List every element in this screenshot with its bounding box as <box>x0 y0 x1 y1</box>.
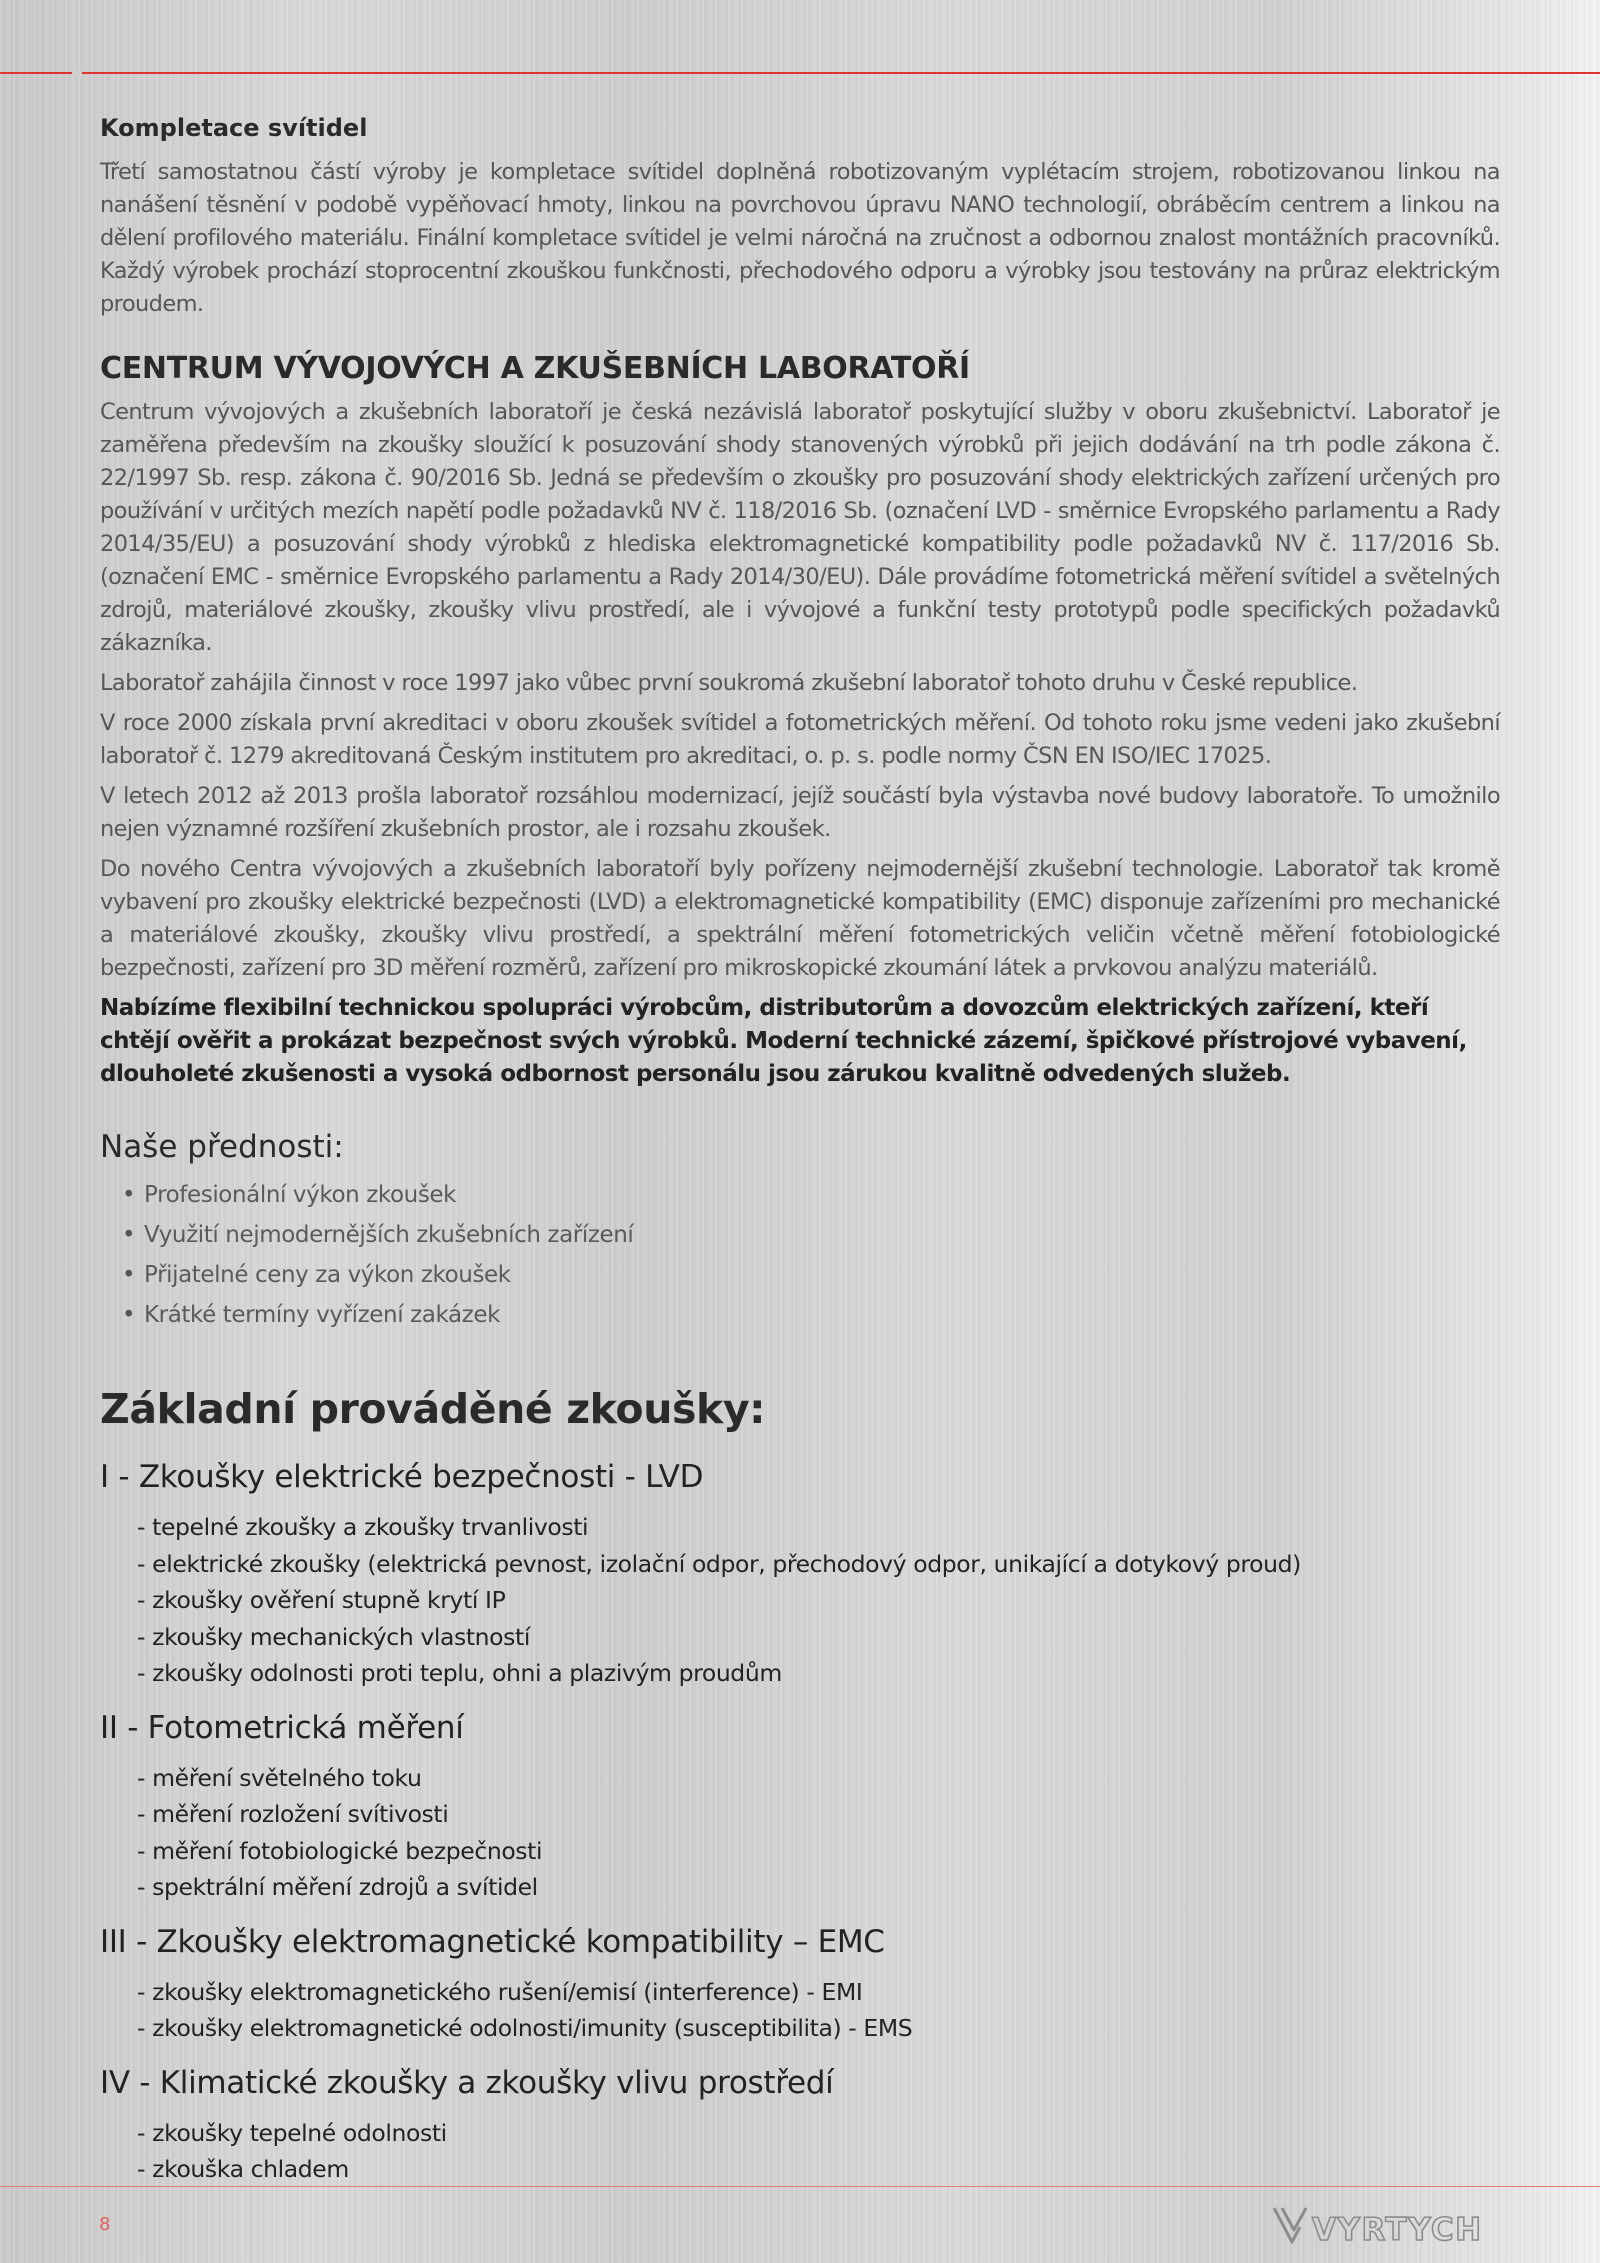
advantage-item: • Využití nejmodernějších zkušebních zařízení <box>122 1215 1500 1255</box>
centrum-paragraph: Centrum vývojových a zkušebních laboratoří je česká nezávislá laboratoř poskytující služby v oboru zkušebnictví. Laboratoř je zaměřena především na zkoušky sloužící k posuzování shody stanovených výrobků při jejich dodávání na trh podle zákona č. 22/1997 Sb. resp. zákona č. 90/2016 Sb. Jedná se především o zkoušky pro posuzování shody elektrických zařízení určených pro používání v určitých mezích napětí podle požadavků NV č. 118/2016 Sb. (označení LVD - směrnice Evropského parlamentu a Rady 2014/35/EU) a posuzování shody výrobků z hlediska elektromagnetické kompatibility podle požadavků NV č. 117/2016 Sb. (označení EMC - směrnice Evropského parlamentu a Rady 2014/30/EU). Dále provádíme fotometrická měření svítidel a světelných zdrojů, materiálové zkoušky, zkoušky vlivu prostředí, ale i vývojové a funkční testy prototypů podle specifických požadavků zákazníka. <box>100 399 1500 656</box>
test-group-title: IV - Klimatické zkoušky a zkoušky vlivu prostředí <box>100 2064 834 2101</box>
test-group-title: III - Zkoušky elektromagnetické kompatibility – EMC <box>100 1923 885 1960</box>
centrum-paragraph: V roce 2000 získala první akreditaci v oboru zkoušek svítidel a fotometrických měření. Od tohoto roku jsme vedeni jako zkušební laboratoř č. 1279 akreditovaná Českým institutem pro akreditaci, o. p. s. podle normy ČSN EN ISO/IEC 17025. <box>100 710 1500 769</box>
test-group-photometry <box>100 1710 1500 1906</box>
test-group-title: I - Zkoušky elektrické bezpečnosti - LVD <box>100 1459 704 1495</box>
vyrtych-logo <box>1270 2200 1502 2248</box>
bullet-icon: • <box>122 1302 136 1328</box>
advantages-list <box>100 1175 1500 1335</box>
advantages-title: Naše přednosti: <box>100 1129 344 1165</box>
test-group-emc <box>100 1924 1500 2047</box>
bullet-icon: • <box>122 1222 136 1248</box>
bullet-icon: • <box>122 1262 136 1288</box>
test-item: - zkoušky tepelné odolnosti <box>137 2118 447 2147</box>
header-rule-notch <box>72 70 82 76</box>
test-group-title: II - Fotometrická měření <box>100 1709 464 1746</box>
test-list <box>100 1509 1500 1692</box>
footer-rule <box>0 2186 1600 2187</box>
test-item: - zkoušky elektromagnetické odolnosti/imunity (susceptibilita) - EMS <box>137 2014 913 2042</box>
test-group-lvd <box>100 1459 1500 1692</box>
test-group-climatic <box>100 2065 1500 2188</box>
test-item: - tepelné zkoušky a zkoušky trvanlivosti <box>137 1513 589 1541</box>
tests-title: Základní prováděné zkoušky: <box>100 1385 766 1433</box>
advantage-item: • Krátké termíny vyřízení zakázek <box>122 1295 1500 1335</box>
page-content <box>100 114 1500 2206</box>
page-number: 8 <box>99 2214 111 2235</box>
header-rule <box>0 72 1600 74</box>
test-item: - zkoušky mechanických vlastností <box>137 1622 530 1651</box>
centrum-offer-paragraph: Nabízíme flexibilní technickou spolupráci výrobcům, distributorům a dovozcům elektrických zařízení, kteří chtějí ověřit a prokázat bezpečnost svých výrobků. Moderní technické zázemí, špičkové přístrojové vybavení, dlouholeté zkušenosti a vysoká odbornost personálu jsou zárukou kvalitně odvedených služeb. <box>100 995 1467 1087</box>
test-item: - měření rozložení svítivosti <box>137 1800 449 1828</box>
test-list <box>100 1760 1500 1906</box>
bullet-icon: • <box>122 1182 136 1208</box>
test-list <box>100 2115 1500 2188</box>
test-item: - spektrální měření zdrojů a svítidel <box>137 1873 538 1901</box>
advantage-item: • Přijatelné ceny za výkon zkoušek <box>122 1255 1500 1295</box>
test-item: - zkoušky ověření stupně krytí IP <box>137 1586 506 1614</box>
centrum-paragraph: Do nového Centra vývojových a zkušebních laboratoří byly pořízeny nejmodernější zkušební technologie. Laboratoř tak kromě vybavení pro zkoušky elektrické bezpečnosti (LVD) a elektromagnetické kompatibility (EMC) disponuje zařízeními pro mechanické a materiálové zkoušky, zkoušky vlivu prostředí, a spektrální měření fotometrických veličin včetně měření fotobiologické bezpečnosti, zařízení pro 3D měření rozměrů, zařízení pro mikroskopické zkoumání látek a prvkovou analýzu materiálů. <box>100 856 1500 981</box>
kompletace-heading: Kompletace svítidel <box>100 114 368 142</box>
centrum-paragraph: Laboratoř zahájila činnost v roce 1997 jako vůbec první soukromá zkušební laboratoř tohoto druhu v České republice. <box>100 670 1358 696</box>
kompletace-paragraph: Třetí samostatnou částí výroby je kompletace svítidel doplněná robotizovaným vyplétacím strojem, robotizovanou linkou na nanášení těsnění v podobě vypěňovací hmoty, linkou na povrchovou úpravu NANO technologií, obráběcím centrem a linkou na dělení profilového materiálu. Finální kompletace svítidel je velmi náročná na zručnost a odbornou znalost montážních pracovníků. Každý výrobek prochází stoprocentní zkouškou funkčnosti, přechodového odporu a výrobky jsou testovány na průraz elektrickým proudem. <box>100 159 1500 317</box>
test-item: - zkouška chladem <box>137 2155 349 2183</box>
test-item: - elektrické zkoušky (elektrická pevnost, izolační odpor, přechodový odpor, unikající a dotykový proud) <box>137 1549 1301 1578</box>
test-item: - měření světelného toku <box>137 1763 422 1792</box>
logo-wordmark: VYRTYCH <box>1312 2212 1483 2248</box>
test-item: - měření fotobiologické bezpečnosti <box>137 1836 543 1865</box>
centrum-title: CENTRUM VÝVOJOVÝCH A ZKUŠEBNÍCH LABORATOŘÍ <box>100 351 970 386</box>
test-item: - zkoušky odolnosti proti teplu, ohni a plazivým proudům <box>137 1659 782 1687</box>
centrum-paragraph: V letech 2012 až 2013 prošla laboratoř rozsáhlou modernizací, jejíž součástí byla výstavba nové budovy laboratoře. To umožnilo nejen významné rozšíření zkušebních prostor, ale i rozsahu zkoušek. <box>100 783 1500 842</box>
test-item: - zkoušky elektromagnetického rušení/emisí (interference) - EMI <box>137 1977 863 2006</box>
test-list <box>100 1974 1500 2047</box>
advantage-item: • Profesionální výkon zkoušek <box>122 1175 1500 1215</box>
